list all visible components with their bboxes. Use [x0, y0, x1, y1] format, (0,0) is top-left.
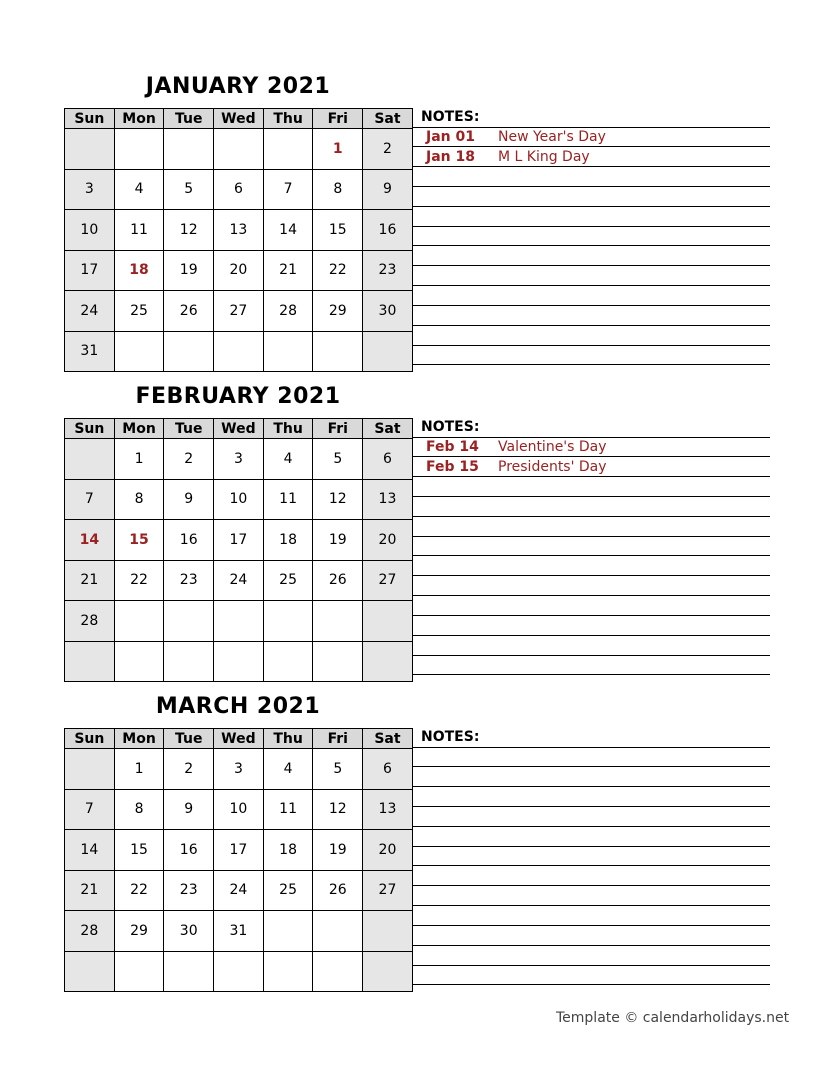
day-cell[interactable]: 23: [164, 870, 214, 911]
day-cell[interactable]: 25: [263, 560, 313, 601]
day-cell[interactable]: 9: [164, 789, 214, 830]
notes-label: NOTES:: [421, 419, 480, 435]
notes-line: [412, 166, 770, 167]
day-cell[interactable]: 17: [214, 830, 264, 871]
day-cell[interactable]: 22: [114, 870, 164, 911]
day-cell[interactable]: 8: [114, 789, 164, 830]
weekday-header: Sun: [65, 419, 115, 439]
day-cell[interactable]: [263, 911, 313, 952]
weekday-header: Sat: [363, 419, 413, 439]
notes-line: [412, 146, 770, 147]
week-row: [65, 749, 413, 790]
notes-line: [412, 516, 770, 517]
day-cell[interactable]: 19: [164, 250, 214, 291]
day-cell[interactable]: 16: [164, 520, 214, 561]
weekday-header: Sat: [363, 729, 413, 749]
holiday-entry: [426, 439, 607, 455]
day-cell[interactable]: 2: [164, 749, 214, 790]
day-cell[interactable]: 29: [114, 911, 164, 952]
day-cell[interactable]: [313, 951, 363, 992]
day-cell[interactable]: 1: [313, 129, 363, 170]
day-cell[interactable]: 15: [313, 210, 363, 251]
notes-line: [412, 364, 770, 365]
day-cell[interactable]: 28: [65, 601, 115, 642]
month-title: FEBRUARY 2021: [135, 384, 341, 409]
day-cell[interactable]: 30: [164, 911, 214, 952]
day-cell[interactable]: 20: [363, 830, 413, 871]
notes-line: [412, 206, 770, 207]
day-cell[interactable]: 26: [313, 870, 363, 911]
notes-line: [412, 127, 770, 128]
day-cell[interactable]: [363, 331, 413, 372]
day-cell[interactable]: 7: [65, 479, 115, 520]
notes-line: [412, 984, 770, 985]
day-cell[interactable]: 30: [363, 291, 413, 332]
day-cell[interactable]: [114, 951, 164, 992]
day-cell[interactable]: 27: [363, 560, 413, 601]
day-cell[interactable]: 12: [313, 479, 363, 520]
footer-credit: Template © calendarholidays.net: [556, 1010, 790, 1026]
weekday-header: Mon: [114, 419, 164, 439]
day-cell[interactable]: 14: [65, 520, 115, 561]
day-cell[interactable]: [363, 601, 413, 642]
notes-line: [412, 905, 770, 906]
holiday-date: Jan 18: [426, 149, 475, 165]
day-cell[interactable]: [214, 951, 264, 992]
weekday-header: Fri: [313, 729, 363, 749]
day-cell[interactable]: 5: [164, 169, 214, 210]
day-cell[interactable]: 10: [214, 789, 264, 830]
week-row: [65, 479, 413, 520]
weekday-header: Thu: [263, 109, 313, 129]
holiday-name: Valentine's Day: [498, 439, 607, 455]
week-row: [65, 129, 413, 170]
notes-line: [412, 766, 770, 767]
week-row: [65, 911, 413, 952]
day-cell[interactable]: [263, 601, 313, 642]
day-cell[interactable]: 13: [214, 210, 264, 251]
day-cell[interactable]: 7: [65, 789, 115, 830]
notes-line: [412, 925, 770, 926]
day-cell[interactable]: 31: [65, 331, 115, 372]
week-row: [65, 830, 413, 871]
day-cell[interactable]: 5: [313, 749, 363, 790]
day-cell[interactable]: 20: [363, 520, 413, 561]
day-cell[interactable]: [363, 641, 413, 682]
day-cell[interactable]: 28: [65, 911, 115, 952]
day-cell[interactable]: 19: [313, 520, 363, 561]
day-cell[interactable]: [214, 129, 264, 170]
day-cell[interactable]: 17: [65, 250, 115, 291]
day-cell[interactable]: [164, 951, 214, 992]
day-cell[interactable]: [313, 911, 363, 952]
day-cell[interactable]: 4: [263, 439, 313, 480]
weekday-header: Tue: [164, 729, 214, 749]
weekday-header: Sat: [363, 109, 413, 129]
day-cell[interactable]: 15: [114, 830, 164, 871]
day-cell[interactable]: 4: [263, 749, 313, 790]
day-cell[interactable]: 3: [65, 169, 115, 210]
month-grid: [64, 728, 413, 992]
day-cell[interactable]: 12: [313, 789, 363, 830]
day-cell[interactable]: 1: [114, 439, 164, 480]
day-cell[interactable]: 31: [214, 911, 264, 952]
day-cell[interactable]: 22: [313, 250, 363, 291]
day-cell[interactable]: 13: [363, 479, 413, 520]
holiday-name: New Year's Day: [498, 129, 606, 145]
day-cell[interactable]: 24: [214, 560, 264, 601]
day-cell[interactable]: [214, 641, 264, 682]
week-row: [65, 439, 413, 480]
notes-line: [412, 245, 770, 246]
day-cell[interactable]: [114, 601, 164, 642]
holiday-name: M L King Day: [498, 149, 590, 165]
weekday-header: Sun: [65, 109, 115, 129]
week-row: [65, 789, 413, 830]
day-cell[interactable]: 29: [313, 291, 363, 332]
notes-line: [412, 674, 770, 675]
day-cell[interactable]: [313, 601, 363, 642]
day-cell[interactable]: 18: [114, 250, 164, 291]
notes-line: [412, 536, 770, 537]
day-cell[interactable]: 5: [313, 439, 363, 480]
day-cell[interactable]: 12: [164, 210, 214, 251]
week-row: [65, 520, 413, 561]
notes-line: [412, 655, 770, 656]
day-cell[interactable]: [65, 129, 115, 170]
day-cell[interactable]: 18: [263, 830, 313, 871]
day-cell[interactable]: 21: [65, 870, 115, 911]
day-cell[interactable]: [263, 951, 313, 992]
day-cell[interactable]: 8: [313, 169, 363, 210]
notes-line: [412, 555, 770, 556]
notes-line: [412, 595, 770, 596]
notes-line: [412, 865, 770, 866]
week-row: [65, 641, 413, 682]
day-cell[interactable]: 6: [363, 749, 413, 790]
day-cell[interactable]: [65, 749, 115, 790]
day-cell[interactable]: [313, 641, 363, 682]
day-cell[interactable]: 24: [65, 291, 115, 332]
day-cell[interactable]: 6: [214, 169, 264, 210]
notes-line: [412, 285, 770, 286]
day-cell[interactable]: 27: [363, 870, 413, 911]
day-cell[interactable]: 8: [114, 479, 164, 520]
day-cell[interactable]: 7: [263, 169, 313, 210]
day-cell[interactable]: 21: [65, 560, 115, 601]
notes-line: [412, 305, 770, 306]
day-cell[interactable]: [114, 641, 164, 682]
weekday-header: Mon: [114, 109, 164, 129]
week-row: [65, 169, 413, 210]
weekday-header: Thu: [263, 419, 313, 439]
day-cell[interactable]: 9: [363, 169, 413, 210]
week-row: [65, 560, 413, 601]
notes-line: [412, 437, 770, 438]
notes-line: [412, 496, 770, 497]
notes-line: [412, 575, 770, 576]
weekday-header: Tue: [164, 419, 214, 439]
holiday-entry: [426, 129, 606, 145]
day-cell[interactable]: 20: [214, 250, 264, 291]
day-cell[interactable]: 25: [114, 291, 164, 332]
day-cell[interactable]: [164, 641, 214, 682]
month-grid: [64, 108, 413, 372]
day-cell[interactable]: 6: [363, 439, 413, 480]
day-cell[interactable]: 14: [263, 210, 313, 251]
day-cell[interactable]: 11: [263, 789, 313, 830]
day-cell[interactable]: [214, 601, 264, 642]
day-cell[interactable]: 3: [214, 749, 264, 790]
day-cell[interactable]: [313, 331, 363, 372]
weekday-header: Tue: [164, 109, 214, 129]
week-row: [65, 250, 413, 291]
notes-line: [412, 615, 770, 616]
week-row: [65, 331, 413, 372]
day-cell[interactable]: 4: [114, 169, 164, 210]
day-cell[interactable]: 2: [363, 129, 413, 170]
week-row: [65, 870, 413, 911]
weekday-header: Fri: [313, 109, 363, 129]
day-cell[interactable]: 26: [313, 560, 363, 601]
day-cell[interactable]: [65, 641, 115, 682]
week-row: [65, 601, 413, 642]
notes-line: [412, 325, 770, 326]
day-cell[interactable]: 26: [164, 291, 214, 332]
day-cell[interactable]: 23: [164, 560, 214, 601]
day-cell[interactable]: 19: [313, 830, 363, 871]
day-cell[interactable]: 24: [214, 870, 264, 911]
day-cell[interactable]: 16: [363, 210, 413, 251]
day-cell[interactable]: 27: [214, 291, 264, 332]
holiday-entry: [426, 459, 607, 475]
day-cell[interactable]: [363, 911, 413, 952]
holiday-date: Jan 01: [426, 129, 475, 145]
day-cell[interactable]: 1: [114, 749, 164, 790]
day-cell[interactable]: [65, 439, 115, 480]
week-row: [65, 951, 413, 992]
notes-line: [412, 226, 770, 227]
day-cell[interactable]: [263, 331, 313, 372]
day-cell[interactable]: 23: [363, 250, 413, 291]
day-cell[interactable]: 25: [263, 870, 313, 911]
day-cell[interactable]: 11: [114, 210, 164, 251]
notes-line: [412, 476, 770, 477]
day-cell[interactable]: 18: [263, 520, 313, 561]
notes-line: [412, 885, 770, 886]
week-row: [65, 210, 413, 251]
holiday-date: Feb 14: [426, 439, 479, 455]
holiday-date: Feb 15: [426, 459, 479, 475]
day-cell[interactable]: 13: [363, 789, 413, 830]
notes-line: [412, 265, 770, 266]
month-title: MARCH 2021: [155, 694, 321, 719]
day-cell[interactable]: [164, 601, 214, 642]
day-cell[interactable]: 22: [114, 560, 164, 601]
weekday-header: Wed: [214, 419, 264, 439]
day-cell[interactable]: 16: [164, 830, 214, 871]
notes-line: [412, 945, 770, 946]
notes-line: [412, 806, 770, 807]
notes-line: [412, 965, 770, 966]
day-cell[interactable]: [114, 331, 164, 372]
day-cell[interactable]: [263, 641, 313, 682]
day-cell[interactable]: [263, 129, 313, 170]
weekday-header: Sun: [65, 729, 115, 749]
weekday-header: Mon: [114, 729, 164, 749]
month-title: JANUARY 2021: [145, 74, 331, 99]
day-cell[interactable]: 9: [164, 479, 214, 520]
notes-line: [412, 186, 770, 187]
day-cell[interactable]: [214, 331, 264, 372]
holiday-name: Presidents' Day: [498, 459, 607, 475]
notes-line: [412, 846, 770, 847]
holiday-entry: [426, 149, 590, 165]
day-cell[interactable]: 17: [214, 520, 264, 561]
weekday-header: Wed: [214, 109, 264, 129]
month-grid: [64, 418, 413, 682]
day-cell[interactable]: 10: [65, 210, 115, 251]
weekday-header: Fri: [313, 419, 363, 439]
notes-line: [412, 786, 770, 787]
notes-label: NOTES:: [421, 109, 480, 125]
week-row: [65, 291, 413, 332]
day-cell[interactable]: [164, 129, 214, 170]
day-cell[interactable]: 28: [263, 291, 313, 332]
day-cell[interactable]: [363, 951, 413, 992]
day-cell[interactable]: 2: [164, 439, 214, 480]
day-cell[interactable]: 3: [214, 439, 264, 480]
day-cell[interactable]: [164, 331, 214, 372]
day-cell[interactable]: [65, 951, 115, 992]
notes-line: [412, 345, 770, 346]
day-cell[interactable]: 14: [65, 830, 115, 871]
weekday-header: Thu: [263, 729, 313, 749]
notes-line: [412, 456, 770, 457]
day-cell[interactable]: 11: [263, 479, 313, 520]
day-cell[interactable]: 10: [214, 479, 264, 520]
notes-line: [412, 635, 770, 636]
notes-line: [412, 747, 770, 748]
weekday-header: Wed: [214, 729, 264, 749]
day-cell[interactable]: 21: [263, 250, 313, 291]
day-cell[interactable]: 15: [114, 520, 164, 561]
notes-line: [412, 826, 770, 827]
notes-label: NOTES:: [421, 729, 480, 745]
day-cell[interactable]: [114, 129, 164, 170]
